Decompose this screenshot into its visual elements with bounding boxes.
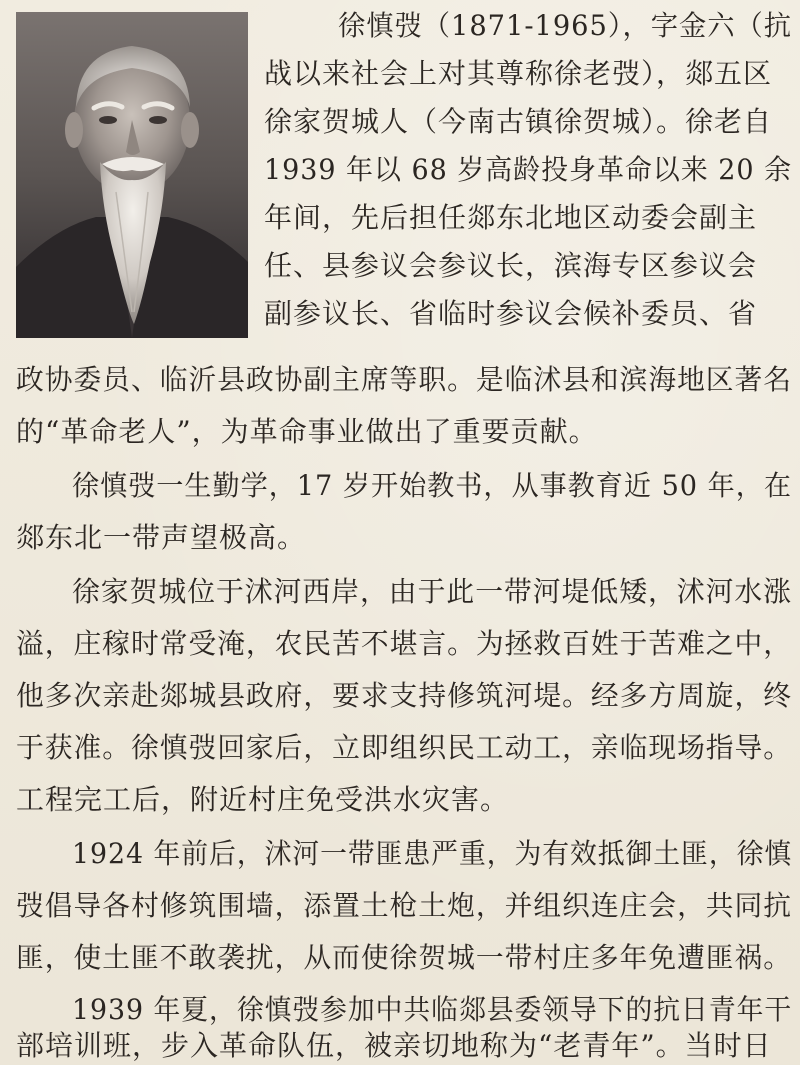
text-line-5: 年间，先后担任郯东北地区动委会副主 — [264, 201, 758, 234]
text-line-21: 部培训班，步入革命队伍，被亲切地称为“老青年”。当时日 — [16, 1029, 772, 1062]
text-line-17: 1924 年前后，沭河一带匪患严重，为有效抵御土匪，徐慎 — [72, 837, 793, 870]
text-line-3: 徐家贺城人（今南古镇徐贺城）。徐老自 — [264, 105, 773, 138]
text-line-2: 战以来社会上对其尊称徐老弢），郯五区 — [264, 57, 773, 90]
text-line-13: 溢，庄稼时常受淹，农民苦不堪言。为拯救百姓于苦难之中， — [16, 627, 793, 660]
text-line-9: 的“革命老人”，为革命事业做出了重要贡献。 — [16, 415, 598, 448]
text-line-7: 副参议长、省临时参议会候补委员、省 — [264, 297, 758, 330]
text-line-19: 匪，使土匪不敢袭扰，从而使徐贺城一带村庄多年免遭匪祸。 — [16, 941, 793, 974]
text-line-18: 弢倡导各村修筑围墙，添置土枪土炮，并组织连庄会，共同抗 — [16, 889, 793, 922]
text-line-14: 他多次亲赴郯城县政府，要求支持修筑河堤。经多方周旋，终 — [16, 679, 793, 712]
text-line-8: 政协委员、临沂县政协副主席等职。是临沭县和滨海地区著名 — [16, 363, 793, 396]
text-line-6: 任、县参议会参议长，滨海专区参议会 — [264, 249, 758, 282]
text-line-4: 1939 年以 68 岁高龄投身革命以来 20 余 — [264, 153, 793, 186]
text-line-12: 徐家贺城位于沭河西岸，由于此一带河堤低矮，沭河水涨 — [72, 575, 793, 608]
text-line-20: 1939 年夏，徐慎弢参加中共临郯县委领导下的抗日青年干 — [72, 993, 793, 1026]
text-line-15: 于获准。徐慎弢回家后，立即组织民工动工，亲临现场指导。 — [16, 731, 793, 764]
portrait-image — [16, 12, 248, 338]
text-line-1: 徐慎弢（1871-1965），字金六（抗 — [338, 9, 792, 42]
portrait-photo — [16, 12, 248, 338]
text-line-16: 工程完工后，附近村庄免受洪水灾害。 — [16, 783, 510, 816]
text-line-11: 郯东北一带声望极高。 — [16, 521, 307, 554]
text-line-10: 徐慎弢一生勤学，17 岁开始教书，从事教育近 50 年，在 — [72, 469, 792, 502]
